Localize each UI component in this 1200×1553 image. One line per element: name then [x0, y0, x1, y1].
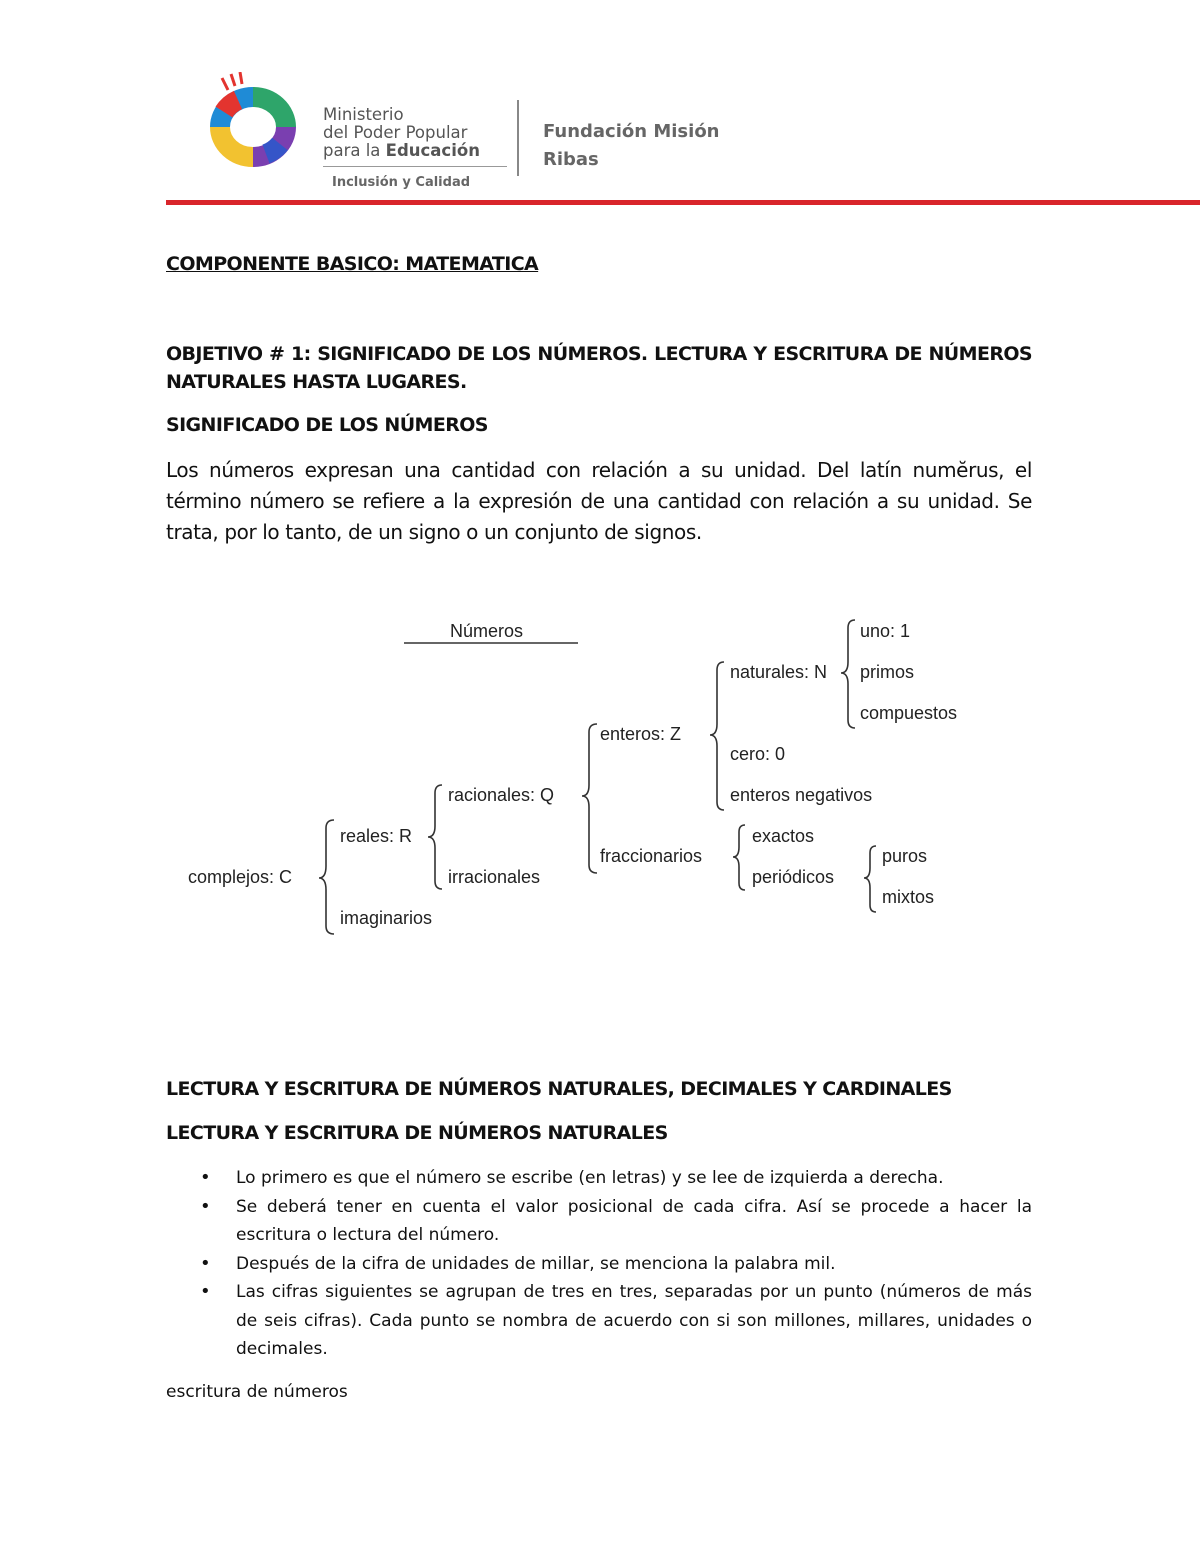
- node-cero: cero: 0: [730, 744, 786, 764]
- node-puros: puros: [882, 846, 928, 866]
- brace-fraccionarios: [733, 825, 745, 890]
- node-compuestos: compuestos: [860, 703, 958, 723]
- ministry-line-1: Ministerio: [323, 105, 404, 124]
- footer-text: escritura de números: [166, 1382, 348, 1402]
- ministry-tagline: Inclusión y Calidad: [332, 175, 471, 190]
- objective-heading: OBJETIVO # 1: SIGNIFICADO DE LOS NÚMEROS. LECTURA Y ESCRITURA DE NÚMEROS NATURALES HASTA LUGARES.: [166, 343, 1032, 393]
- diagram-lines: [0, 600, 1200, 950]
- brace-reales: [428, 785, 442, 889]
- brace-enteros: [710, 662, 724, 810]
- ministry-line-3-prefix: para la: [323, 141, 381, 160]
- brace-racionales: [582, 724, 597, 873]
- section-significado-paragraph: Los números expresan una cantidad con relación a su unidad. Del latín numĕrus, el término número se refiere a la expresión de una cantidad con relación a su unidad. Se trata, por lo tanto, de un signo o un conjunto de signos.: [166, 458, 1032, 544]
- ministry-line-2: del Poder Popular: [323, 123, 468, 142]
- node-complejos: complejos: C: [188, 867, 293, 887]
- diagram-title: Números: [450, 621, 524, 641]
- list-item: • Lo primero es que el número se escribe (en letras) y se lee de izquierda a derecha.: [166, 1164, 1032, 1193]
- foundation-logo-text: [543, 118, 720, 174]
- ministry-logo-rule: [323, 166, 507, 167]
- rules-bullet-list: [166, 1164, 1032, 1364]
- section-naturales-title: LECTURA Y ESCRITURA DE NÚMEROS NATURALES: [166, 1122, 668, 1144]
- foundation-line-1: Fundación Misión: [543, 121, 720, 142]
- node-enteros: enteros: Z: [600, 724, 682, 744]
- node-imaginarios: imaginarios: [340, 908, 433, 928]
- node-racionales: racionales: Q: [448, 785, 555, 805]
- logo-separator: [517, 100, 519, 176]
- node-naturales: naturales: N: [730, 662, 828, 682]
- node-periodicos: periódicos: [752, 867, 835, 887]
- header: [0, 0, 1200, 215]
- node-fraccionarios: fraccionarios: [600, 846, 703, 866]
- node-reales: reales: R: [340, 826, 413, 846]
- component-title: COMPONENTE BASICO: MATEMATICA: [166, 253, 539, 275]
- node-exactos: exactos: [752, 826, 815, 846]
- section-lectura-escritura-title: LECTURA Y ESCRITURA DE NÚMEROS NATURALES, DECIMALES Y CARDINALES: [166, 1078, 952, 1100]
- node-enteros-negativos: enteros negativos: [730, 785, 873, 805]
- ministry-logo-text: [323, 106, 480, 160]
- brace-periodicos: [864, 846, 876, 912]
- brace-complejos: [319, 820, 334, 934]
- node-uno: uno: 1: [860, 621, 911, 641]
- section-significado-title: SIGNIFICADO DE LOS NÚMEROS: [166, 414, 488, 436]
- ministry-line-3-bold: Educación: [385, 141, 480, 160]
- list-item: • Se deberá tener en cuenta el valor posicional de cada cifra. Así se procede a hacer la escritura o lectura del número.: [166, 1193, 1032, 1250]
- brace-naturales: [841, 620, 855, 728]
- numbers-classification-diagram: [0, 600, 1200, 950]
- node-mixtos: mixtos: [882, 887, 935, 907]
- header-red-rule: [166, 200, 1200, 205]
- list-item: • Las cifras siguientes se agrupan de tres en tres, separadas por un punto (números de más de seis cifras). Cada punto se nombra de acuerdo con si son millones, millares, unidades o decimales.: [166, 1278, 1032, 1364]
- node-irracionales: irracionales: [448, 867, 541, 887]
- node-primos: primos: [860, 662, 915, 682]
- ministry-line-3: [323, 142, 480, 160]
- ministry-logo-emblem-icon: [188, 72, 318, 182]
- list-item: • Después de la cifra de unidades de millar, se menciona la palabra mil.: [166, 1250, 1032, 1279]
- foundation-line-2: Ribas: [543, 149, 599, 170]
